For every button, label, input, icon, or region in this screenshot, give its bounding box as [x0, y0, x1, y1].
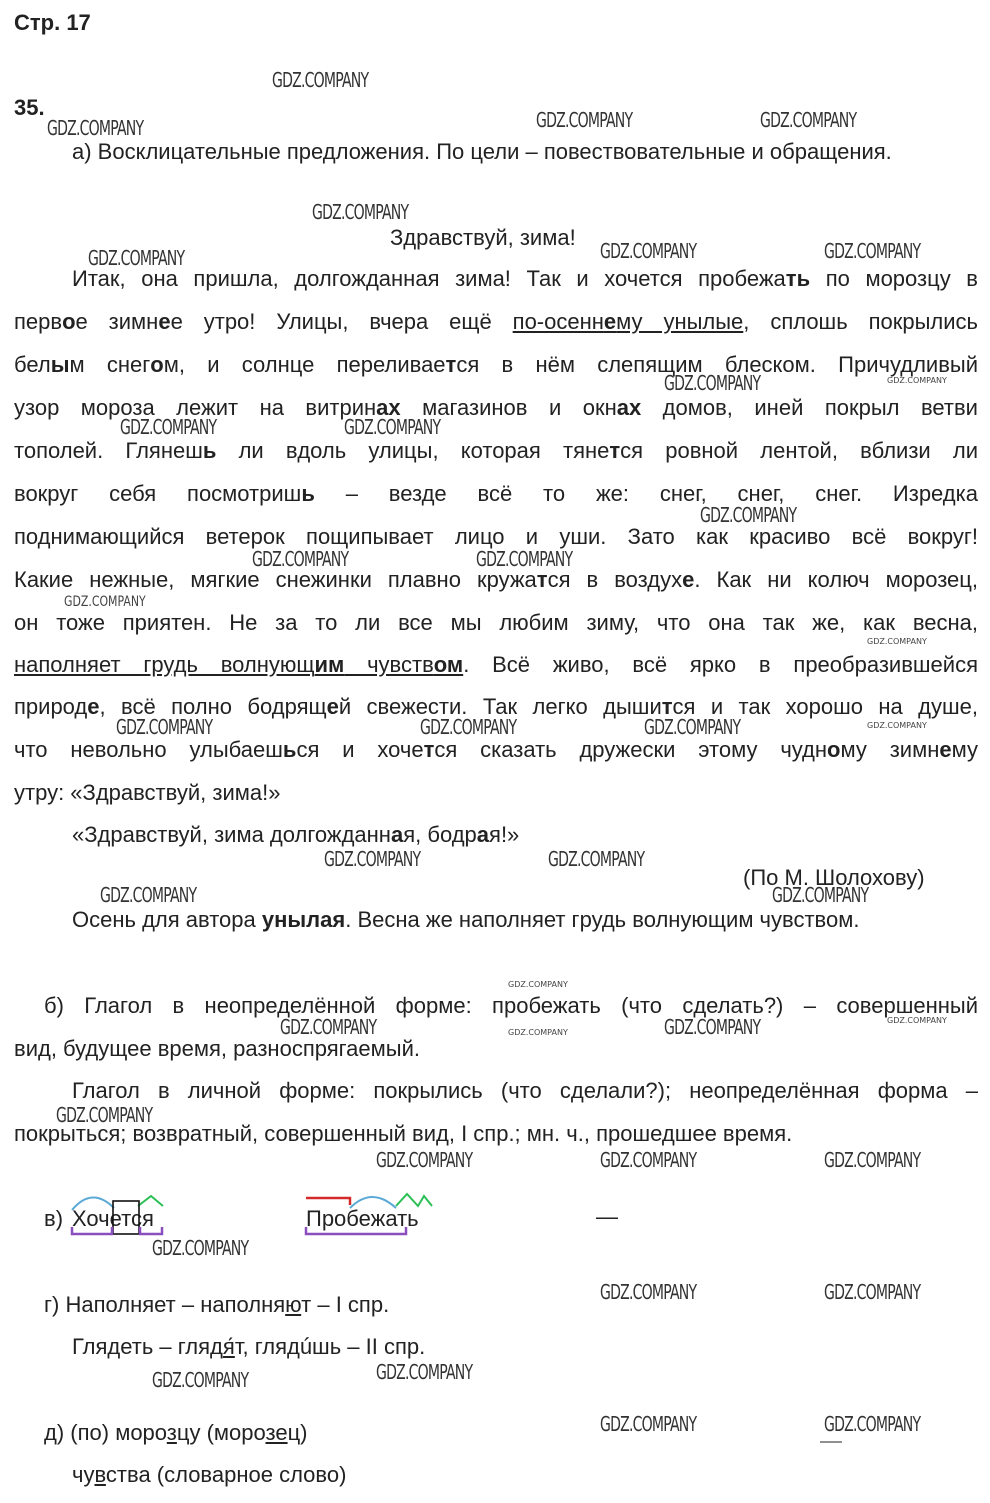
part-g-line-1: г) Наполняет – наполняют – I спр.	[44, 1292, 390, 1317]
text-line: белым снегом, и солнце переливается в нём слепящим блеском. Причудливый	[14, 352, 978, 377]
ending-box-mark	[113, 1201, 139, 1234]
watermark: GDZ.COMPANY	[664, 1015, 761, 1039]
watermark: GDZ.COMPANY	[47, 116, 144, 140]
text-line: первое зимнее утро! Улицы, вчера ещё по-осеннему унылые, сплошь покрылись	[14, 309, 978, 334]
root-arc-mark	[350, 1197, 396, 1208]
text-line: наполняет грудь волнующим чувством. Всё живо, всё ярко в преобразившейся	[14, 652, 978, 677]
watermark-small: GDZ.COMPANY	[867, 637, 927, 646]
text-line: поднимающийся ветерок пощипывает лицо и уши. Зато как красиво всё вокруг!	[14, 524, 978, 549]
watermark: GDZ.COMPANY	[272, 68, 369, 92]
watermark: GDZ.COMPANY	[324, 847, 421, 871]
part-b-line: Глагол в личной форме: покрылись (что сделали?); неопределённая форма –	[72, 1078, 978, 1103]
watermark: GDZ.COMPANY	[152, 1236, 249, 1260]
watermark: GDZ.COMPANY	[88, 246, 185, 270]
text-line: Итак, она пришла, долгожданная зима! Так и хочется пробежать по морозцу в	[72, 266, 978, 291]
text-line: вокруг себя посмотришь – везде всё то же: снег, снег, снег. Изредка	[14, 481, 978, 506]
suffix-mark	[396, 1194, 432, 1206]
watermark-small: GDZ.COMPANY	[508, 980, 568, 989]
watermark-small: GDZ.COMPANY	[887, 376, 947, 385]
word-hochetsya: Хочется	[72, 1206, 154, 1231]
text-title: Здравствуй, зима!	[390, 225, 576, 250]
part-b-line: покрыться; возвратный, совершенный вид, I спр.; мн. ч., прошедшее время.	[14, 1121, 793, 1146]
watermark: GDZ.COMPANY	[120, 415, 217, 439]
page-label: Стр. 17	[14, 10, 91, 35]
quote-line: «Здравствуй, зима долгожданная, бодрая!»	[72, 822, 520, 847]
watermark-small: GDZ.COMPANY	[887, 1016, 947, 1025]
watermark: GDZ.COMPANY	[376, 1360, 473, 1384]
part-d-line-2: чувства (словарное слово)	[72, 1462, 347, 1487]
watermark: GDZ.COMPANY	[600, 1148, 697, 1172]
exercise-number: 35.	[14, 95, 45, 120]
part-a-intro: а) Восклицательные предложения. По цели – повествовательные и обращения.	[72, 139, 892, 164]
text-line: природе, всё полно бодрящей свежести. Так легко дышится и так хорошо на душе,	[14, 694, 979, 719]
text-line: что невольно улыбаешься и хочется сказать дружески этому чудному зимнему	[14, 737, 978, 762]
part-b-line: б) Глагол в неопределённой форме: пробежать (что сделать?) – совершенный	[44, 993, 978, 1018]
watermark: GDZ.COMPANY	[760, 108, 857, 132]
base-underline-mark	[140, 1227, 162, 1234]
watermark: GDZ.COMPANY	[100, 883, 197, 907]
summary-line: Осень для автора унылая. Весна же наполняет грудь волнующим чувством.	[72, 907, 860, 932]
watermark: GDZ.COMPANY	[600, 1412, 697, 1436]
base-underline-mark	[306, 1227, 406, 1234]
text-line: он тоже приятен. Не за то ли все мы любим зиму, что она так же, как весна,	[14, 610, 978, 635]
watermark: GDZ.COMPANY	[56, 1103, 153, 1127]
text-line: Какие нежные, мягкие снежинки плавно кружатся в воздухе. Как ни колюч морозец,	[14, 567, 979, 592]
base-underline-mark	[72, 1227, 112, 1234]
watermark: GDZ.COMPANY	[644, 715, 741, 739]
watermark: GDZ.COMPANY	[344, 415, 441, 439]
watermark: GDZ.COMPANY	[280, 1015, 377, 1039]
watermark: GDZ.COMPANY	[548, 847, 645, 871]
watermark: GDZ.COMPANY	[700, 503, 797, 527]
watermark: GDZ.COMPANY	[600, 1280, 697, 1304]
suffix-mark	[138, 1196, 163, 1206]
watermark: GDZ.COMPANY	[420, 715, 517, 739]
text-line: тополей. Глянешь ли вдоль улицы, которая тянется ровной лентой, вблизи ли	[14, 438, 978, 463]
watermark: GDZ.COMPANY	[116, 715, 213, 739]
watermark: GDZ.COMPANY	[252, 547, 349, 571]
text-line: утру: «Здравствуй, зима!»	[14, 780, 281, 805]
watermark-small: GDZ.COMPANY	[867, 721, 927, 730]
part-v-dash: —	[596, 1204, 618, 1229]
watermark-small: GDZ.COMPANY	[64, 594, 146, 610]
watermark: GDZ.COMPANY	[536, 108, 633, 132]
part-v-label: в)	[44, 1206, 64, 1231]
watermark: GDZ.COMPANY	[476, 547, 573, 571]
watermark: GDZ.COMPANY	[600, 239, 697, 263]
watermark: GDZ.COMPANY	[824, 1280, 921, 1304]
word-probezhat: Пробежать	[306, 1206, 419, 1231]
author-credit: (По М. Шолохову)	[743, 865, 925, 890]
watermark: GDZ.COMPANY	[312, 200, 409, 224]
watermark: GDZ.COMPANY	[376, 1148, 473, 1172]
root-arc-mark	[72, 1197, 114, 1210]
prefix-mark	[306, 1198, 350, 1205]
watermark: GDZ.COMPANY	[824, 1148, 921, 1172]
text-line: узор мороза лежит на витринах магазинов и окнах домов, иней покрыл ветви	[14, 395, 978, 420]
watermark: GDZ.COMPANY	[664, 371, 761, 395]
watermark: GDZ.COMPANY	[152, 1368, 249, 1392]
watermark: GDZ.COMPANY	[772, 883, 869, 907]
part-d-line-1: д) (по) морозцу (морозец)	[44, 1420, 308, 1445]
part-g-line-2: Глядеть – глядя́т, глядúшь – II спр.	[72, 1334, 426, 1359]
part-b-line: вид, будущее время, разноспрягаемый.	[14, 1036, 420, 1061]
watermark: GDZ.COMPANY	[824, 1412, 921, 1436]
watermark: GDZ.COMPANY	[824, 239, 921, 263]
watermark-small: GDZ.COMPANY	[508, 1028, 568, 1037]
